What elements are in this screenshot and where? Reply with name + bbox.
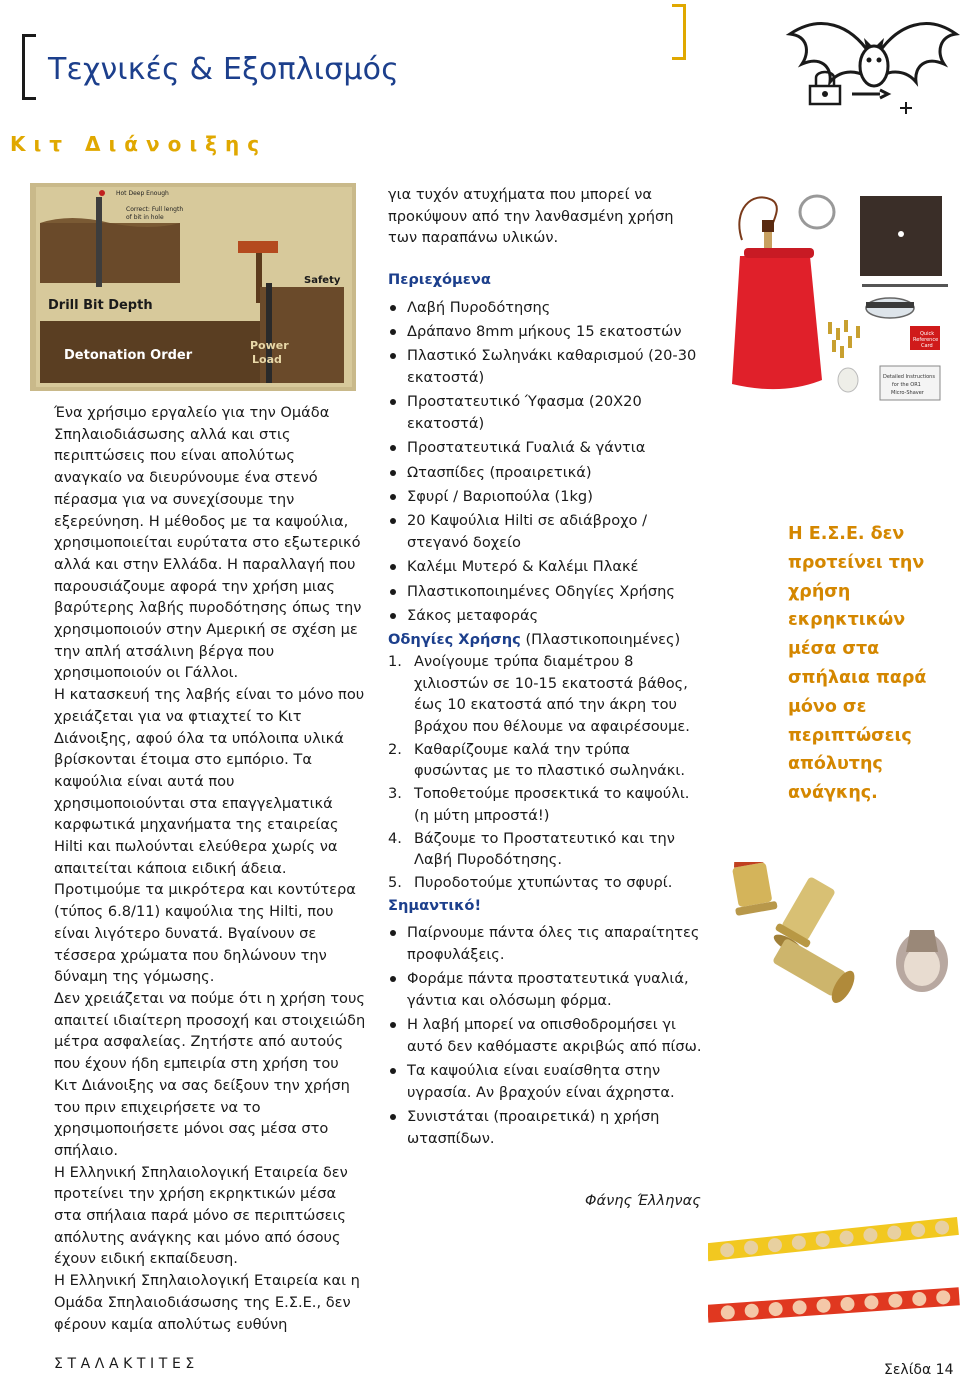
svg-text:Reference: Reference xyxy=(913,337,939,343)
paragraph-intro: Ένα χρήσιμο εργαλείο για την Ομάδα Σπηλαιοδιάσωσης αλλά και στις περιπτώσεις που είναι απολύτως αναγκαίο να διευρύνουμε ένα στενό πέρασμα για να συνεχίσουμε την εξερεύνηση. Η μέθοδος με τα καψούλια, χρησιμοποιείται ευρύτατα στο εξωτερικό αλλά και στην Ελλάδα. Η παραλλαγή που παρουσιάζουμε αφορά την χρήση μιας βαρύτερης λαβής πυροδότησης όπως την χρησιμοποιούν στην Αμερική σε σχέση με την απλή ατσάλινη βέργα που χρησιμοποιούν οι Γάλλοι. xyxy=(54,404,362,682)
cartridge-strips-photo xyxy=(708,1192,960,1344)
bat-logo-icon xyxy=(780,4,960,126)
svg-text:for the OR1: for the OR1 xyxy=(892,382,921,388)
header-bracket-right xyxy=(672,4,686,60)
list-item: Παίρνουμε πάντα όλες τις απαραίτητες προφυλάξεις. xyxy=(388,922,706,965)
list-item: Η λαβή μπορεί να οπισθοδρομήσει γι αυτό δεν καθόμαστε ακριβώς από πίσω. xyxy=(388,1014,706,1057)
drill-depth-label: Drill Bit Depth xyxy=(48,298,153,313)
paragraph-liability: Η Ελληνική Σπηλαιολογική Εταιρεία και η Ομάδα Σπηλαιοδιάσωσης της Ε.Σ.Ε., δεν φέρουν καμία απολύτως ευθύνη xyxy=(54,1272,360,1333)
list-item: 5. Πυροδοτούμε χτυπώντας το σφυρί. xyxy=(388,873,673,891)
kit-contents-photo xyxy=(712,190,952,408)
svg-text:Quick: Quick xyxy=(920,331,935,337)
list-item: Σφυρί / Βαριοπούλα (1kg) xyxy=(388,486,706,508)
list-item: Λαβή Πυροδότησης xyxy=(388,297,706,319)
svg-text:Power: Power xyxy=(250,339,289,352)
page-header-title: Τεχνικές & Εξοπλισμός xyxy=(48,52,400,87)
instructions-heading: Οδηγίες Χρήσης xyxy=(388,631,521,649)
intro-continuation: για τυχόν ατυχήματα που μπορεί να προκύψουν από την λανθασμένη χρήση των παραπάνω υλικών. xyxy=(388,186,674,247)
list-item: Ωτασπίδες (προαιρετικά) xyxy=(388,462,706,484)
middle-column xyxy=(388,184,706,1152)
important-heading: Σημαντικό! xyxy=(388,896,482,914)
svg-text:Micro-Shaver: Micro-Shaver xyxy=(891,390,924,396)
svg-text:Load: Load xyxy=(252,353,282,366)
author-signature: Φάνης Έλληνας xyxy=(585,1192,701,1209)
list-item: Τα καψούλια είναι ευαίσθητα στην υγρασία. Αν βραχούν είναι άχρηστα. xyxy=(388,1060,706,1103)
footer-magazine-name: ΣΤΑΛΑΚΤΙΤΕΣ xyxy=(54,1356,199,1372)
list-item: Πλαστικό Σωληνάκι καθαρισμού (20-30 εκατοστά) xyxy=(388,345,706,388)
list-item: 4. Βάζουμε το Προστατευτικό και την Λαβή Πυροδότησης. xyxy=(388,829,675,869)
callout-warning: Η Ε.Σ.Ε. δεν προτείνει την χρήση εκρηκτικών μέσα στα σπήλαια παρά μόνο σε περιπτώσεις απόλυτης ανάγκης. xyxy=(788,524,927,804)
list-item: Σάκος μεταφοράς xyxy=(388,605,706,627)
paragraph-handle: Η κατασκευή της λαβής είναι το μόνο που χρειάζεται για να φτιαχτεί το Κιτ Διάνοιξης, αφού όλα τα υπόλοιπα υλικά βρίσκονται έτοιμα στο εμπόριο. Τα καψούλια είναι αυτά που χρησιμοποιούνται στα επαγγελματικά καρφωτικά μηχανήματα της εταιρείας Hilti και πωλούνται ελεύθερα χωρίς να απαιτείται κάποια ειδική άδεια. Προτιμούμε τα μικρότερα και κοντύτερα (τύπος 6.8/11) καψούλια της Hilti, που είναι λιγότερο δυνατά. Βγαίνουν σε τέσσερα χρώματα που δηλώνουν την δύναμη της γόμωσης. xyxy=(54,686,365,986)
instructions-heading-line xyxy=(388,629,706,651)
instructions-list xyxy=(388,651,706,894)
contents-heading: Περιεχόμενα xyxy=(388,271,491,289)
important-list xyxy=(388,922,706,1149)
cartridges-photo xyxy=(712,862,960,1044)
list-item: Καλέμι Μυτερό & Καλέμι Πλακέ xyxy=(388,556,706,578)
detonation-order-label: Detonation Order xyxy=(64,348,193,363)
list-item: 2. Καθαρίζουμε καλά την τρύπα φυσώντας με το πλαστικό σωληνάκι. xyxy=(388,740,685,780)
list-item: Προστατευτικά Γυαλιά & γάντια xyxy=(388,437,706,459)
contents-list xyxy=(388,297,706,627)
svg-text:Detailed Instructions: Detailed Instructions xyxy=(883,374,935,380)
svg-text:Correct: Full length: Correct: Full length xyxy=(126,206,184,213)
svg-text:Hot Deep Enough: Hot Deep Enough xyxy=(116,190,169,197)
list-item: 20 Καψούλια Hilti σε αδιάβροχο / στεγανό δοχείο xyxy=(388,510,706,553)
paragraph-ese: Η Ελληνική Σπηλαιολογική Εταιρεία δεν προτείνει την χρήση εκρηκτικών μέσα στα σπήλαια παρά μόνο σε περιπτώσεις απόλυτης ανάγκης και μόνο από όσους έχουν ειδική εκπαίδευση. xyxy=(54,1163,348,1268)
svg-text:Safety: Safety xyxy=(304,275,341,286)
list-item: Δράπανο 8mm μήκους 15 εκατοστών xyxy=(388,321,706,343)
list-item: 3. Τοποθετούμε προσεκτικά το καψούλι. (η μύτη μπροστά!) xyxy=(388,785,690,824)
header-bracket-left xyxy=(22,34,36,100)
instruction-board-photo xyxy=(30,183,356,391)
list-item: Φοράμε πάντα προστατευτικά γυαλιά, γάντια και ολόσωμη φόρμα. xyxy=(388,968,706,1011)
paragraph-safety: Δεν χρειάζεται να πούμε ότι η χρήση τους απαιτεί ιδιαίτερη προσοχή και στοιχειώδη μέτρα ασφαλείας. Ζητήστε από αυτούς που έχουν ήδη εμπειρία στη χρήση του Κιτ Διάνοιξης να σας δείξουν την χρήση του πριν επιχειρήσετε να το χρησιμοποιήσετε μόνοι σας μέσα στο σπήλαιο. xyxy=(54,989,366,1159)
list-item: Συνιστάται (προαιρετικά) η χρήση ωτασπίδων. xyxy=(388,1106,706,1149)
svg-text:of bit in hole: of bit in hole xyxy=(126,214,164,221)
left-column-text xyxy=(54,402,366,1335)
list-item: Πλαστικοποιημένες Οδηγίες Χρήσης xyxy=(388,581,706,603)
section-title: Κιτ Διάνοιξης xyxy=(10,132,268,156)
svg-text:Card: Card xyxy=(921,343,933,349)
instructions-note: (Πλαστικοποιημένες) xyxy=(525,631,681,649)
list-item: Προστατευτικό Ύφασμα (20Χ20 εκατοστά) xyxy=(388,391,706,434)
list-item: 1. Ανοίγουμε τρύπα διαμέτρου 8 χιλιοστών σε 10-15 εκατοστά βάθος, έως 10 εκατοστά από την άκρη του βράχου που θέλουμε να αφαιρέσουμε. xyxy=(388,652,690,735)
footer-page-number: Σελίδα 14 xyxy=(884,1362,954,1378)
